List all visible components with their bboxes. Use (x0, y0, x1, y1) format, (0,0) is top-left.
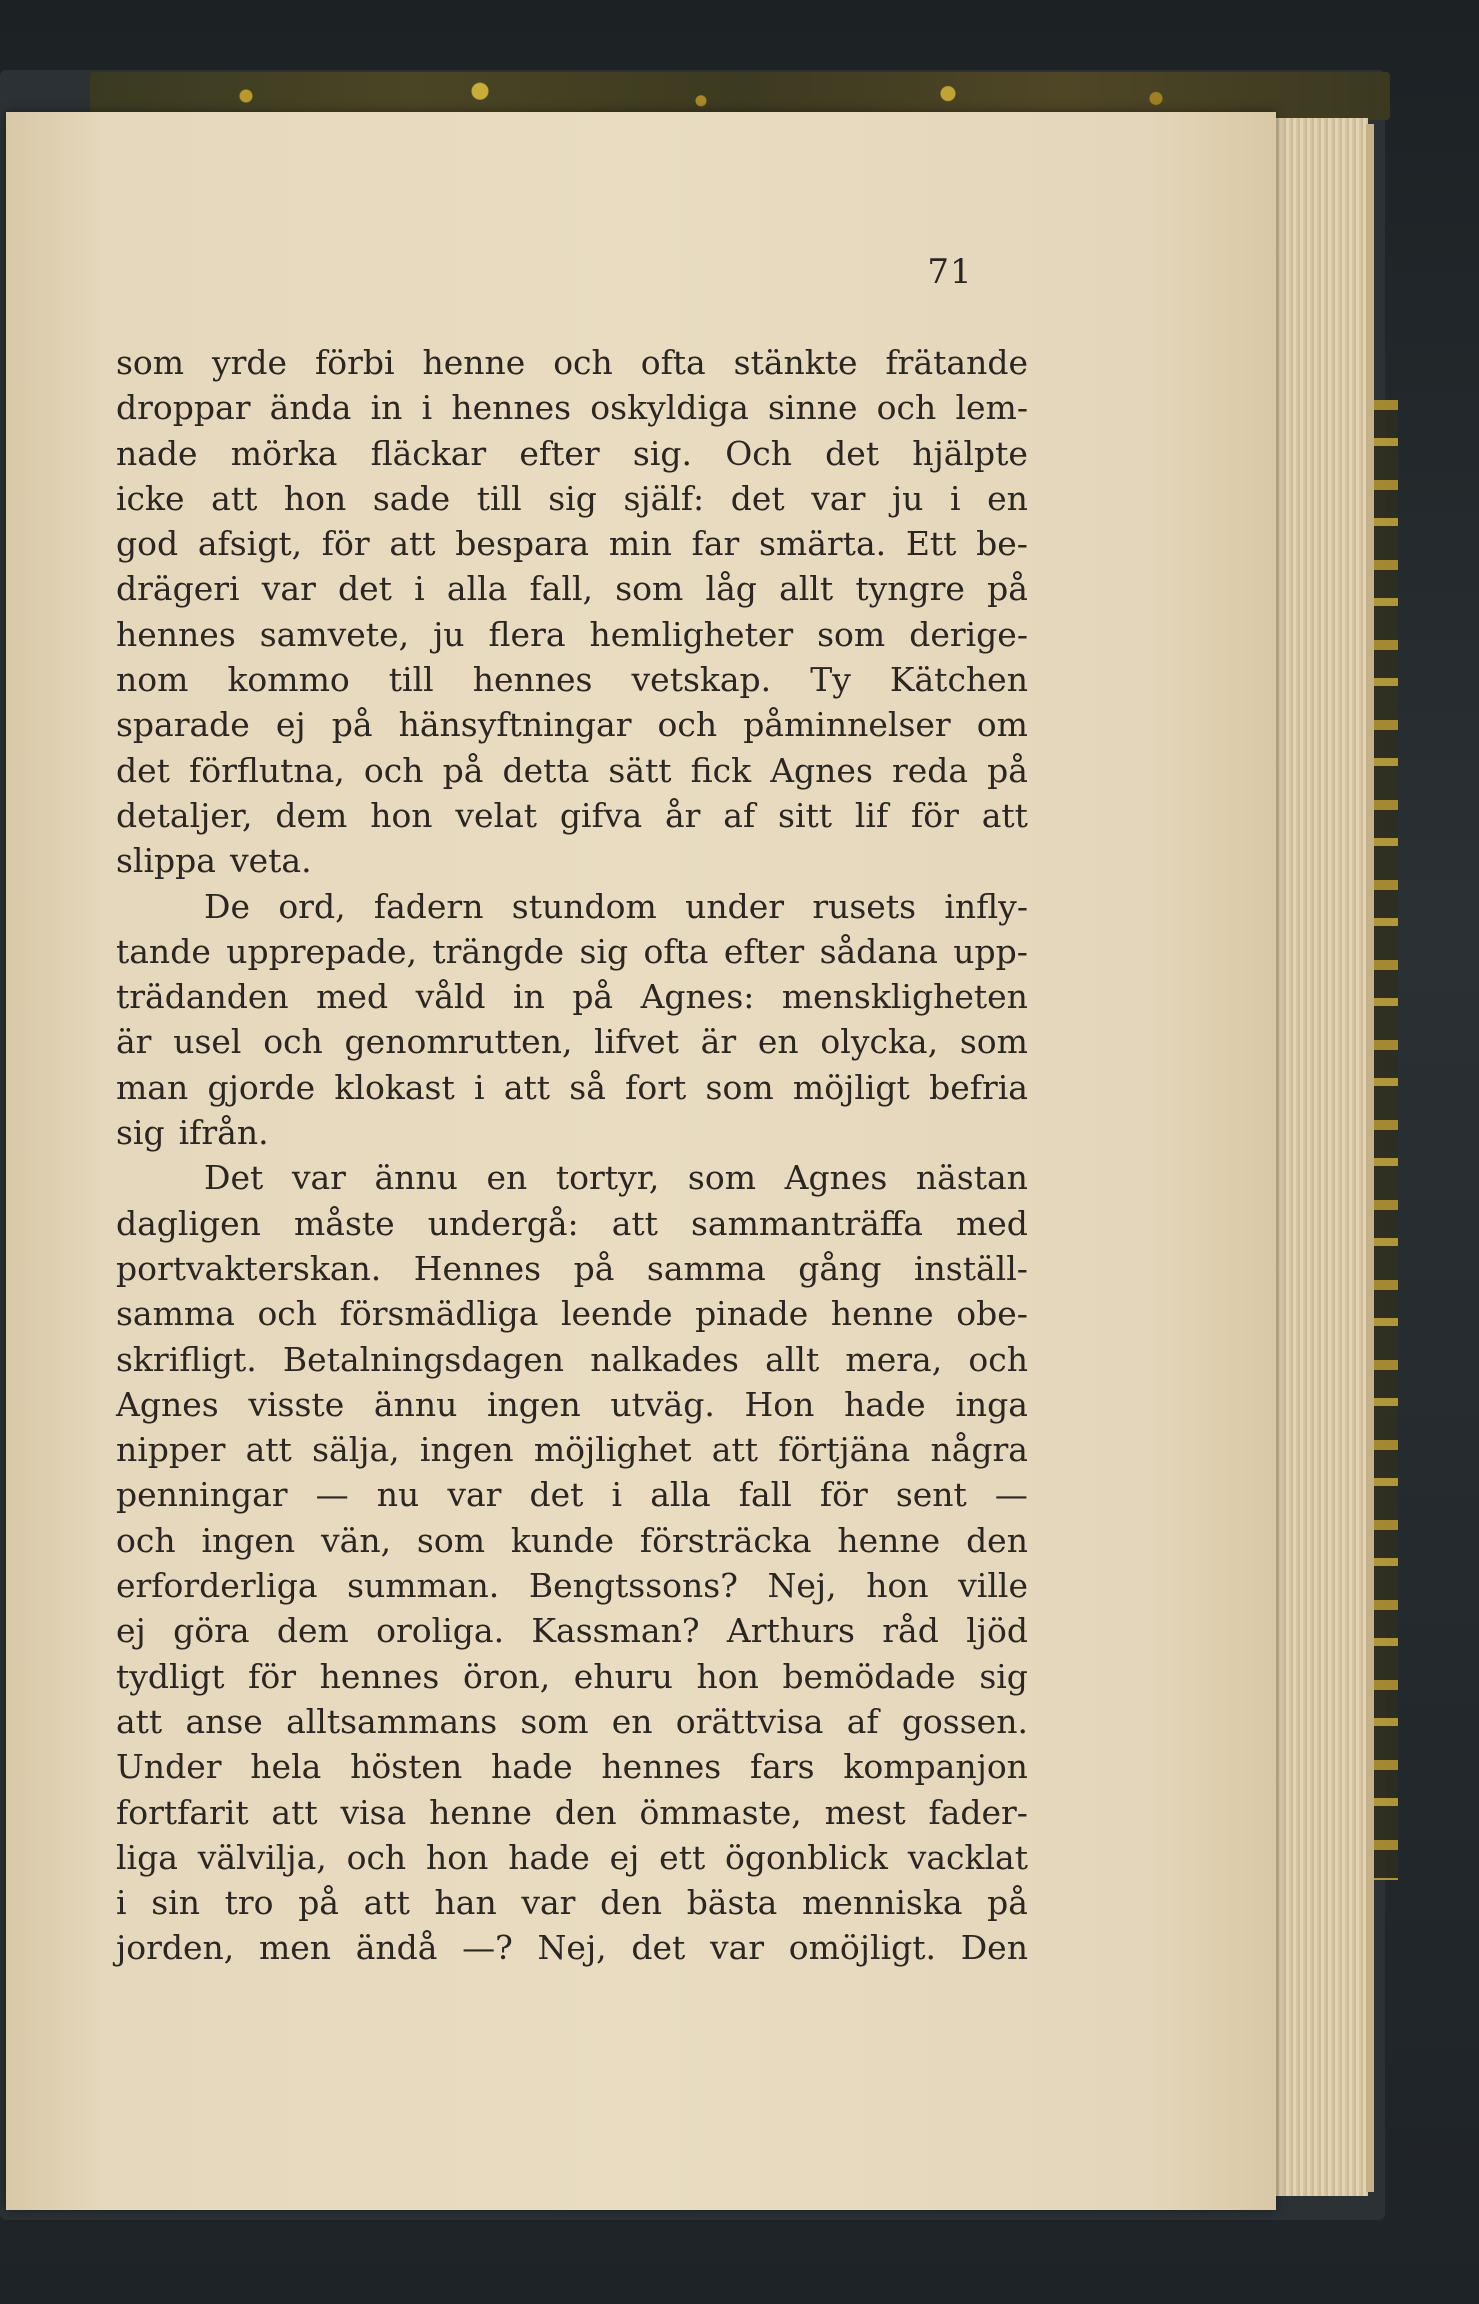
text-line: hennes samvete, ju flera hemligheter som derige- (116, 614, 1028, 654)
text-line: nade mörka fläckar efter sig. Och det hjälpte (116, 433, 1028, 473)
text-line: slippa veta. (116, 841, 312, 881)
text-line: man gjorde klokast i att så fort som möjligt befria (116, 1067, 1028, 1107)
page-stack (1270, 118, 1368, 2196)
text-line: penningar — nu var det i alla fall för sent — (116, 1475, 1028, 1515)
text-line: nipper att sälja, ingen möjlighet att förtjäna några (116, 1430, 1028, 1470)
text-line: Agnes visste ännu ingen utväg. Hon hade inga (116, 1384, 1028, 1424)
text-line: sparade ej på hänsyftningar och påminnelser om (116, 705, 1028, 745)
page-stack-edge (1366, 124, 1374, 2192)
text-line: erforderliga summan. Bengtssons? Nej, hon ville (116, 1566, 1028, 1606)
text-line: ej göra dem oroliga. Kassman? Arthurs råd ljöd (116, 1611, 1028, 1651)
body-text (116, 340, 1028, 1971)
text-line: Det var ännu en tortyr, som Agnes nästan (204, 1158, 1028, 1198)
text-line: dagligen måste undergå: att sammanträffa med (116, 1203, 1028, 1243)
text-line: Under hela hösten hade hennes fars kompanjon (116, 1747, 1028, 1787)
text-line: det förflutna, och på detta sätt fick Agnes reda på (116, 750, 1028, 790)
text-line: sig ifrån. (116, 1113, 269, 1153)
text-line: skrifligt. Betalningsdagen nalkades allt mera, och (116, 1339, 1028, 1379)
text-line: nom kommo till hennes vetskap. Ty Kätchen (116, 660, 1028, 700)
text-line: som yrde förbi henne och ofta stänkte frätande (116, 343, 1028, 382)
text-line: fortfarit att visa henne den ömmaste, mest fader- (116, 1792, 1028, 1832)
text-line: drägeri var det i alla fall, som låg allt tyngre på (116, 569, 1028, 609)
text-line: icke att hon sade till sig själf: det var ju i en (116, 478, 1028, 518)
text-line: portvakterskan. Hennes på samma gång inställ- (116, 1248, 1028, 1288)
text-line: De ord, fadern stundom under rusets infly- (204, 886, 1028, 926)
text-line: trädanden med våld in på Agnes: menskligheten (116, 977, 1028, 1017)
text-line: i sin tro på att han var den bästa menniska på (116, 1883, 1028, 1923)
text-line: och ingen vän, som kunde försträcka henne den (116, 1520, 1028, 1560)
text-line: detaljer, dem hon velat gifva år af sitt lif för att (116, 795, 1028, 835)
text-line: att anse alltsammans som en orättvisa af gossen. (116, 1701, 1028, 1741)
text-line: är usel och genomrutten, lifvet är en olycka, som (116, 1022, 1028, 1062)
text-line: jorden, men ändå —? Nej, det var omöjligt. Den (116, 1928, 1028, 1968)
text-line: liga välvilja, och hon hade ej ett ögonblick vacklat (116, 1837, 1028, 1877)
text-line: tande upprepade, trängde sig ofta efter sådana upp- (116, 931, 1028, 971)
text-line: god afsigt, för att bespara min far smärta. Ett be- (116, 524, 1028, 564)
text-line: tydligt för hennes öron, ehuru hon bemödade sig (116, 1656, 1028, 1696)
text-line: samma och försmädliga leende pinade henne obe- (116, 1294, 1028, 1334)
text-line: droppar ända in i hennes oskyldiga sinne och lem- (116, 388, 1028, 428)
page-number: 71 (927, 252, 973, 292)
